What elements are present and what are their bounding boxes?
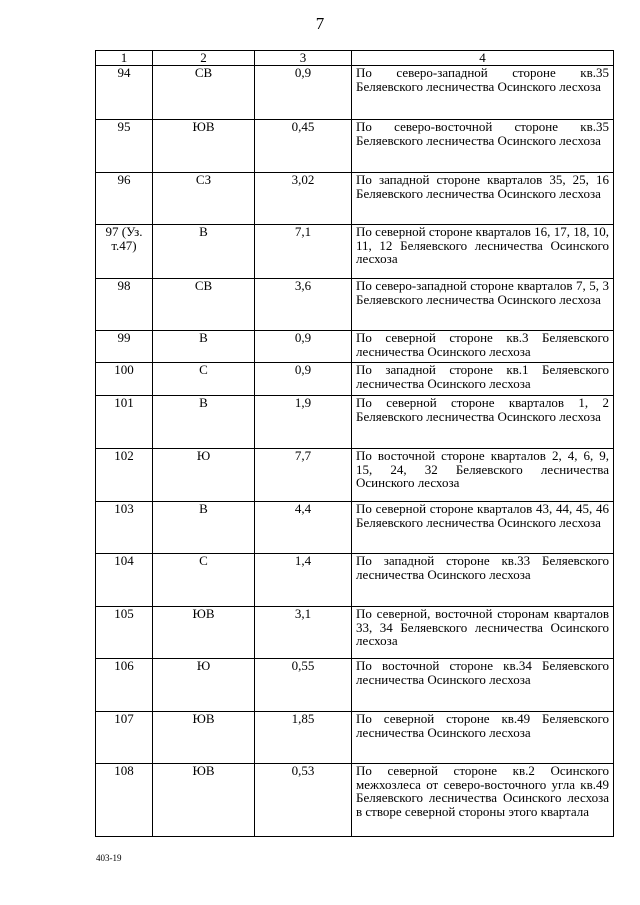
column-header-2: 2 [153, 51, 255, 66]
direction-cell: СЗ [153, 173, 255, 225]
table-row [96, 502, 614, 554]
length-cell: 3,1 [255, 607, 352, 659]
point-number-cell: 98 [96, 279, 153, 331]
column-header-4: 4 [352, 51, 614, 66]
description-cell: По северо-западной стороне кв.35 Беляевского лесничества Осинского лесхоза [352, 66, 614, 120]
description-cell: По северной стороне кв.2 Осинского межхозлеса от северо-восточного угла кв.49 Беляевского лесничества Осинского лесхоза в створе северной стороны этого квартала [352, 764, 614, 837]
direction-cell: ЮВ [153, 712, 255, 764]
table-row [96, 120, 614, 173]
table-row [96, 764, 614, 837]
point-number-cell: 102 [96, 449, 153, 502]
length-cell: 3,6 [255, 279, 352, 331]
direction-cell: СВ [153, 66, 255, 120]
point-number-cell: 94 [96, 66, 153, 120]
length-cell: 7,1 [255, 225, 352, 279]
length-cell: 1,4 [255, 554, 352, 607]
table-header-row [96, 51, 614, 66]
length-cell: 0,9 [255, 331, 352, 363]
table-row [96, 363, 614, 396]
point-number-cell: 105 [96, 607, 153, 659]
direction-cell: С [153, 554, 255, 607]
point-number-cell: 100 [96, 363, 153, 396]
table-body [96, 66, 614, 837]
direction-cell: ЮВ [153, 120, 255, 173]
table-row [96, 554, 614, 607]
description-cell: По северо-западной стороне кварталов 7, 5, 3 Беляевского лесничества Осинского лесхоза [352, 279, 614, 331]
length-cell: 0,45 [255, 120, 352, 173]
direction-cell: В [153, 502, 255, 554]
table-row [96, 173, 614, 225]
direction-cell: Ю [153, 659, 255, 712]
description-cell: По северной стороне кварталов 16, 17, 18, 10, 11, 12 Беляевского лесничества Осинского лесхоза [352, 225, 614, 279]
point-number-cell: 96 [96, 173, 153, 225]
length-cell: 1,85 [255, 712, 352, 764]
description-cell: По северной стороне кварталов 1, 2 Беляевского лесничества Осинского лесхоза [352, 396, 614, 449]
direction-cell: В [153, 331, 255, 363]
direction-cell: В [153, 225, 255, 279]
length-cell: 0,55 [255, 659, 352, 712]
description-cell: По западной стороне кв.1 Беляевского лесничества Осинского лесхоза [352, 363, 614, 396]
table-row [96, 396, 614, 449]
footer-code: 403-19 [96, 853, 122, 863]
description-cell: По восточной стороне кв.34 Беляевского лесничества Осинского лесхоза [352, 659, 614, 712]
point-number-cell: 97 (Уз. т.47) [96, 225, 153, 279]
table-row [96, 331, 614, 363]
length-cell: 4,4 [255, 502, 352, 554]
description-cell: По северной стороне кв.49 Беляевского лесничества Осинского лесхоза [352, 712, 614, 764]
direction-cell: Ю [153, 449, 255, 502]
direction-cell: ЮВ [153, 607, 255, 659]
column-header-1: 1 [96, 51, 153, 66]
table-row [96, 279, 614, 331]
table-row [96, 449, 614, 502]
point-number-cell: 103 [96, 502, 153, 554]
table-row [96, 607, 614, 659]
table-row [96, 659, 614, 712]
point-number-cell: 107 [96, 712, 153, 764]
table-row [96, 712, 614, 764]
description-cell: По северо-восточной стороне кв.35 Беляевского лесничества Осинского лесхоза [352, 120, 614, 173]
length-cell: 0,9 [255, 363, 352, 396]
table-row [96, 225, 614, 279]
table-row [96, 66, 614, 120]
direction-cell: СВ [153, 279, 255, 331]
column-header-3: 3 [255, 51, 352, 66]
point-number-cell: 99 [96, 331, 153, 363]
description-cell: По северной, восточной сторонам кварталов 33, 34 Беляевского лесничества Осинского лесхоза [352, 607, 614, 659]
description-cell: По западной стороне кварталов 35, 25, 16 Беляевского лесничества Осинского лесхоза [352, 173, 614, 225]
length-cell: 7,7 [255, 449, 352, 502]
point-number-cell: 95 [96, 120, 153, 173]
description-cell: По северной стороне кв.3 Беляевского лесничества Осинского лесхоза [352, 331, 614, 363]
point-number-cell: 108 [96, 764, 153, 837]
page-number: 7 [315, 14, 325, 33]
length-cell: 3,02 [255, 173, 352, 225]
direction-cell: В [153, 396, 255, 449]
description-cell: По северной стороне кварталов 43, 44, 45, 46 Беляевского лесничества Осинского лесхоза [352, 502, 614, 554]
boundary-table [95, 50, 614, 837]
length-cell: 1,9 [255, 396, 352, 449]
direction-cell: С [153, 363, 255, 396]
point-number-cell: 101 [96, 396, 153, 449]
length-cell: 0,53 [255, 764, 352, 837]
description-cell: По восточной стороне кварталов 2, 4, 6, 9, 15, 24, 32 Беляевского лесничества Осинского лесхоза [352, 449, 614, 502]
direction-cell: ЮВ [153, 764, 255, 837]
length-cell: 0,9 [255, 66, 352, 120]
description-cell: По западной стороне кв.33 Беляевского лесничества Осинского лесхоза [352, 554, 614, 607]
point-number-cell: 104 [96, 554, 153, 607]
point-number-cell: 106 [96, 659, 153, 712]
